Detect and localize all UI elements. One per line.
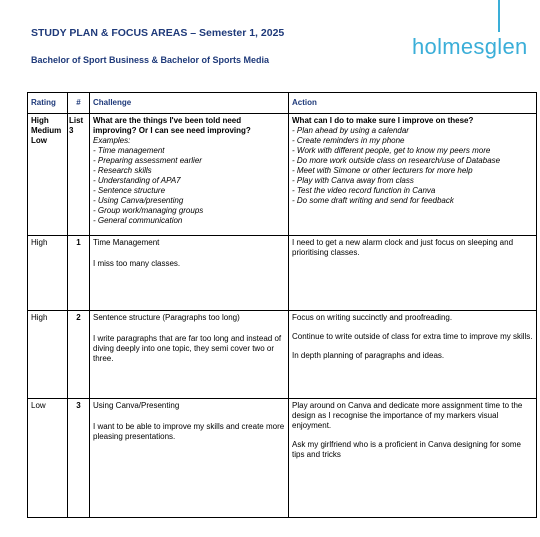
rating-cell: High	[28, 311, 68, 399]
challenge-cell	[90, 236, 289, 311]
list-item: - Group work/managing groups	[93, 206, 204, 215]
challenge-detail: I miss too many classes.	[93, 259, 181, 268]
action-text: I need to get a new alarm clock and just focus on sleeping and prioritising classes.	[292, 238, 514, 257]
table-row	[28, 236, 537, 311]
col-header-challenge: Challenge	[90, 93, 289, 114]
intro-rating-cell: High Medium Low	[28, 114, 68, 236]
challenge-detail: I want to be able to improve my skills and create more pleasing presentations.	[93, 422, 285, 441]
list-item: - General communication	[93, 216, 183, 225]
action-cell	[289, 311, 537, 399]
challenge-title: Time Management	[93, 238, 160, 247]
list-item: - Meet with Simone or other lecturers for more help	[292, 166, 473, 175]
challenge-heading: What are the things I've been told need improving? Or I can see need improving?	[93, 116, 251, 135]
col-header-rating: Rating	[28, 93, 68, 114]
holmesglen-logo: holmesglen	[412, 34, 528, 59]
challenge-title: Sentence structure (Paragraphs too long)	[93, 313, 240, 322]
col-header-action: Action	[289, 93, 537, 114]
examples-list	[93, 146, 285, 226]
intro-number-cell: List 3	[68, 114, 90, 236]
action-text: In depth planning of paragraphs and ideas.	[292, 351, 445, 360]
logo-accent-line	[498, 0, 500, 32]
action-text: Ask my girlfriend who is a proficient in Canva designing for some tips and tricks	[292, 440, 521, 459]
table-row	[28, 399, 537, 518]
col-header-number: #	[68, 93, 90, 114]
list-item: - Play with Canva away from class	[292, 176, 414, 185]
list-item: - Research skills	[93, 166, 152, 175]
list-item: - Create reminders in my phone	[292, 136, 405, 145]
number-cell: 3	[68, 399, 90, 518]
action-text: Continue to write outside of class for extra time to improve my skills.	[292, 332, 533, 341]
rating-cell: Low	[28, 399, 68, 518]
document-title: STUDY PLAN & FOCUS AREAS – Semester 1, 2025	[31, 27, 285, 39]
table-row	[28, 311, 537, 399]
document-subtitle: Bachelor of Sport Business & Bachelor of Sports Media	[31, 55, 270, 65]
intro-challenge-cell	[90, 114, 289, 236]
number-cell: 2	[68, 311, 90, 399]
challenge-cell	[90, 311, 289, 399]
challenge-detail: I write paragraphs that are far too long and instead of diving deeply into one topic, they semi cover two or three.	[93, 334, 282, 363]
action-cell	[289, 236, 537, 311]
list-item: - Do more work outside class on research/use of Database	[292, 156, 501, 165]
list-item: - Work with different people, get to know my peers more	[292, 146, 491, 155]
rating-cell: High	[28, 236, 68, 311]
study-plan-table	[27, 92, 537, 518]
challenge-cell	[90, 399, 289, 518]
table-row-intro	[28, 114, 537, 236]
examples-label: Examples:	[93, 136, 131, 145]
list-item: - Time management	[93, 146, 165, 155]
number-cell: 1	[68, 236, 90, 311]
list-item: - Understanding of APA7	[93, 176, 181, 185]
action-heading: What can I do to make sure I improve on these?	[292, 116, 474, 125]
list-item: - Using Canva/presenting	[93, 196, 184, 205]
intro-action-cell	[289, 114, 537, 236]
actions-list	[292, 126, 533, 206]
action-cell	[289, 399, 537, 518]
list-item: - Plan ahead by using a calendar	[292, 126, 409, 135]
challenge-title: Using Canva/Presenting	[93, 401, 180, 410]
list-item: - Sentence structure	[93, 186, 166, 195]
table-header-row	[28, 93, 537, 114]
list-item: - Do some draft writing and send for feedback	[292, 196, 454, 205]
action-text: Focus on writing succinctly and proofreading.	[292, 313, 453, 322]
list-item: - Preparing assessment earlier	[93, 156, 202, 165]
action-text: Play around on Canva and dedicate more assignment time to the design as I recognise the importance of my markers visual enjoyment.	[292, 401, 523, 430]
list-item: - Test the video record function in Canva	[292, 186, 436, 195]
